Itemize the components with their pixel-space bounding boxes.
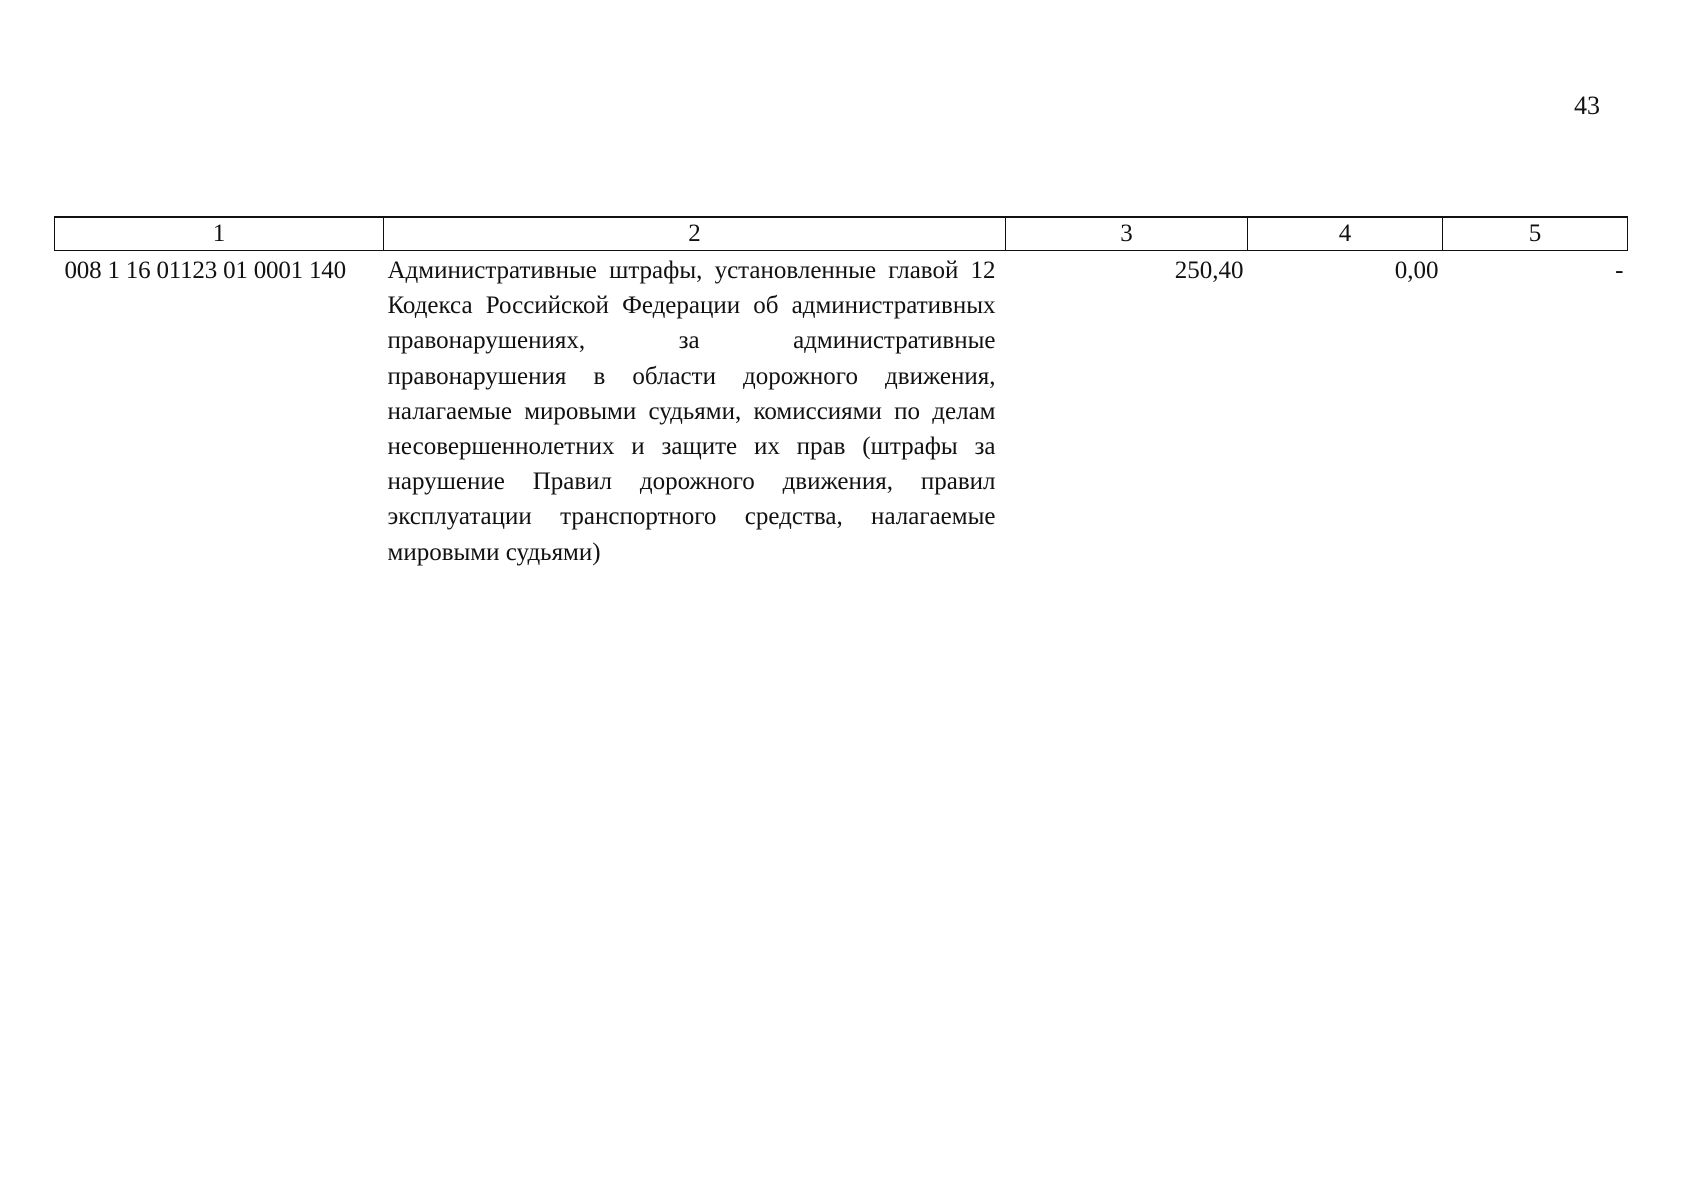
table-header-row	[55, 217, 1628, 251]
revenue-name-cell: Административные штрафы, установленные главой 12 Кодекса Российской Федерации об административных правонарушениях, за административные правонарушения в области дорожного движения, налагаемые мировыми судьями, комиссиями по делам несовершеннолетних и защите их прав (штрафы за нарушение Правил дорожного движения, правил эксплуатации транспортного средства, налагаемые мировыми судьями)	[387, 257, 996, 566]
column-header-3: 3	[1006, 217, 1248, 251]
column-header-4: 4	[1248, 217, 1443, 251]
column-4-value: 0,00	[1394, 257, 1439, 284]
table-row	[55, 251, 1628, 570]
column-5-value: -	[1615, 257, 1624, 284]
column-header-5: 5	[1443, 217, 1628, 251]
column-header-2: 2	[384, 217, 1006, 251]
page-number: 43	[1574, 91, 1600, 120]
budget-table	[54, 216, 1628, 570]
budget-code-cell: 008 1 16 01123 01 0001 140	[64, 257, 346, 284]
column-header-1: 1	[55, 217, 384, 251]
column-3-value: 250,40	[1174, 257, 1244, 284]
